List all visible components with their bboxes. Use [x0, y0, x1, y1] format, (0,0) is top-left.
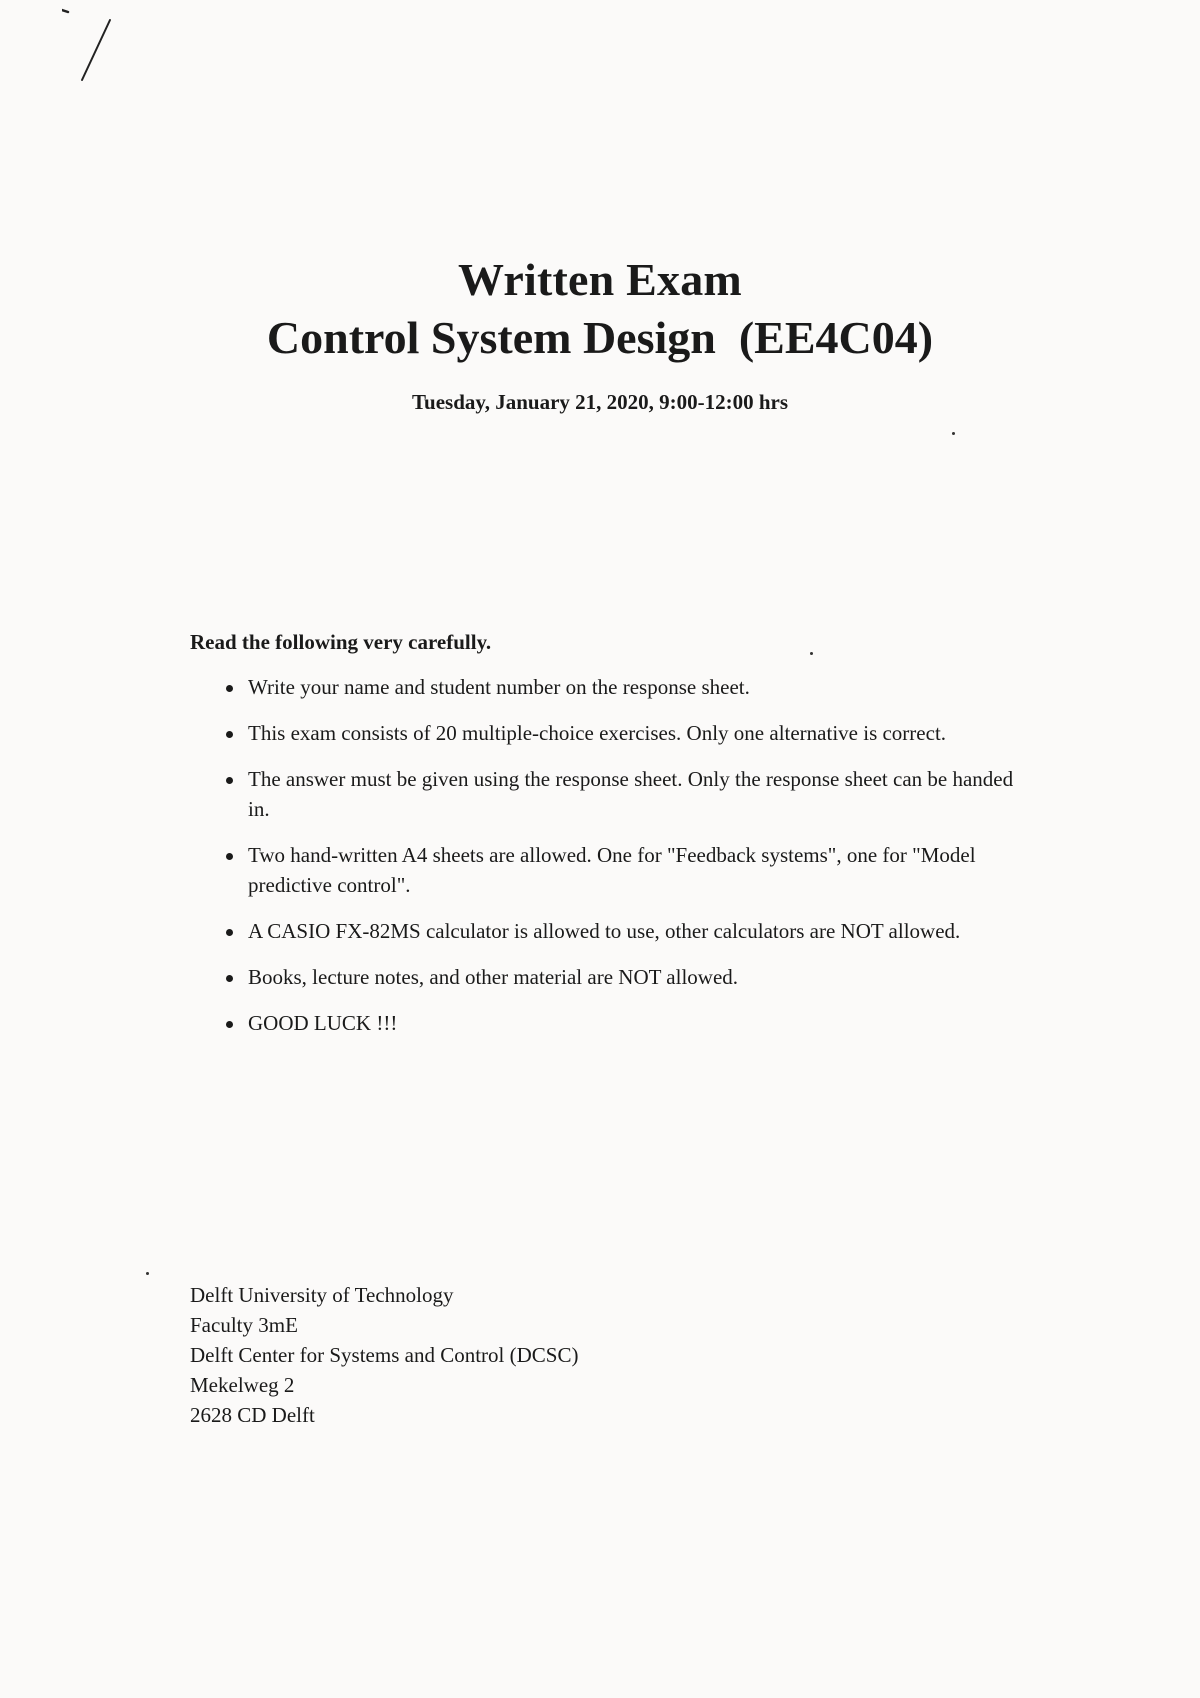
- list-item: [226, 916, 1020, 946]
- course-title: Control System Design (EE4C04): [266, 312, 934, 363]
- list-item-text: Books, lecture notes, and other material are NOT allowed.: [248, 965, 739, 989]
- bullet-icon: [226, 975, 233, 982]
- bullet-icon: [226, 777, 233, 784]
- bullet-icon: [226, 929, 233, 936]
- bullet-icon: [226, 731, 233, 738]
- instructions-section: [190, 628, 1020, 1054]
- list-item: [226, 672, 1020, 702]
- list-item: [226, 840, 1020, 900]
- list-item: [226, 962, 1020, 992]
- bullet-icon: [226, 1021, 233, 1028]
- exam-date: Tuesday, January 21, 2020, 9:00-12:00 hrs: [411, 390, 789, 414]
- list-item: [226, 718, 1020, 748]
- address-line: Mekelweg 2: [190, 1373, 295, 1397]
- scan-speck: [810, 652, 813, 655]
- bullet-icon: [226, 853, 233, 860]
- list-item-text: This exam consists of 20 multiple-choice exercises. Only one alternative is correct.: [248, 721, 947, 745]
- address-line: Delft Center for Systems and Control (DCSC): [190, 1343, 579, 1367]
- institution-address: [190, 1280, 578, 1430]
- instructions-list: [190, 672, 1020, 1038]
- list-item-text: GOOD LUCK !!!: [248, 1011, 398, 1035]
- instructions-heading: Read the following very carefully.: [190, 630, 492, 654]
- bullet-icon: [226, 685, 233, 692]
- scan-speck: [146, 1272, 149, 1275]
- list-item-text: Two hand-written A4 sheets are allowed. One for "Feedback systems", one for "Model predictive control".: [248, 843, 976, 897]
- address-line: Faculty 3mE: [190, 1313, 298, 1337]
- exam-title: Written Exam: [458, 254, 742, 305]
- list-item-text: A CASIO FX-82MS calculator is allowed to use, other calculators are NOT allowed.: [248, 919, 961, 943]
- title-block: [0, 250, 1200, 416]
- pen-stroke-mark: [62, 8, 122, 88]
- address-line: 2628 CD Delft: [190, 1403, 315, 1427]
- list-item-text: Write your name and student number on the response sheet.: [248, 675, 750, 699]
- list-item: [226, 1008, 1020, 1038]
- address-line: Delft University of Technology: [190, 1283, 454, 1307]
- list-item: [226, 764, 1020, 824]
- list-item-text: The answer must be given using the response sheet. Only the response sheet can be handed in.: [248, 767, 1014, 821]
- scan-speck: [952, 432, 955, 435]
